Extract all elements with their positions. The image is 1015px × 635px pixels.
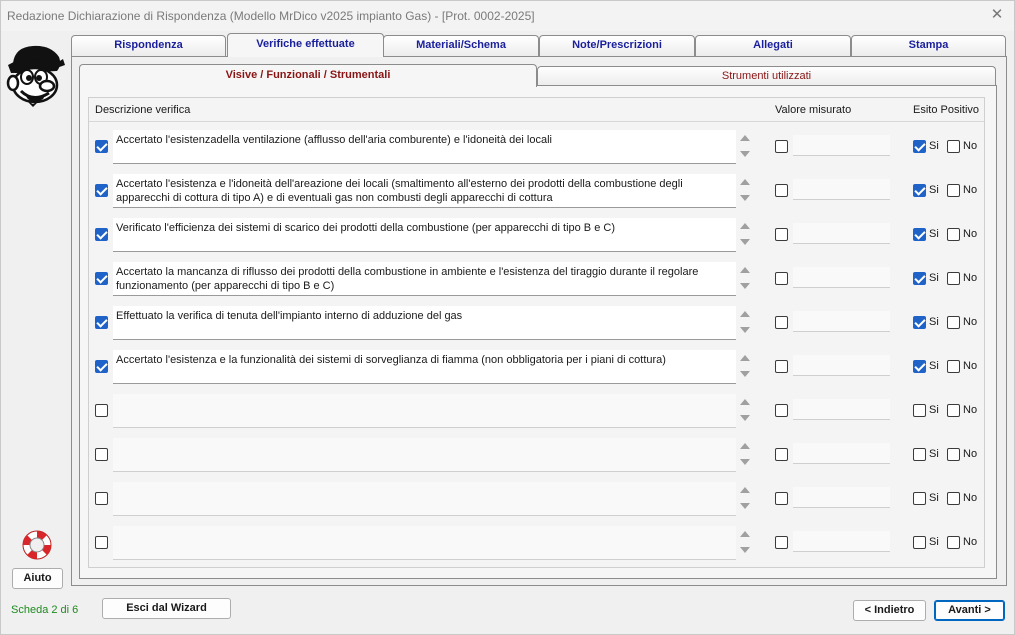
table-row (89, 306, 984, 350)
row-checkbox[interactable] (95, 184, 108, 197)
row-checkbox[interactable] (95, 272, 108, 285)
si-label: Si (929, 140, 939, 152)
valore-checkbox[interactable] (775, 404, 788, 417)
status-text: Scheda 2 di 6 (11, 604, 79, 616)
table-row (89, 262, 984, 306)
no-checkbox[interactable] (947, 536, 960, 549)
si-checkbox[interactable] (913, 316, 926, 329)
row-checkbox[interactable] (95, 536, 108, 549)
no-checkbox[interactable] (947, 140, 960, 153)
chevron-up-icon (740, 355, 750, 361)
si-label: Si (929, 228, 939, 240)
no-checkbox[interactable] (947, 184, 960, 197)
subtab-visive-funzionali[interactable]: Visive / Funzionali / Strumentali (79, 64, 537, 87)
tab-materiali-schema[interactable]: Materiali/Schema (383, 35, 539, 56)
row-checkbox[interactable] (95, 360, 108, 373)
si-label: Si (929, 492, 939, 504)
chevron-up-icon (740, 443, 750, 449)
row-checkbox[interactable] (95, 448, 108, 461)
row-checkbox[interactable] (95, 404, 108, 417)
si-label: Si (929, 404, 939, 416)
no-label: No (963, 492, 978, 504)
tab-note-prescrizioni[interactable]: Note/Prescrizioni (539, 35, 695, 56)
valore-input[interactable] (793, 135, 890, 156)
lifebuoy-icon[interactable] (20, 528, 54, 562)
no-checkbox[interactable] (947, 316, 960, 329)
no-checkbox[interactable] (947, 228, 960, 241)
valore-input[interactable] (793, 399, 890, 420)
table-row (89, 218, 984, 262)
sub-tabs (79, 66, 997, 86)
col-header-valore: Valore misurato (775, 104, 852, 116)
description-field[interactable] (113, 482, 736, 516)
table-row (89, 130, 984, 174)
chevron-up-icon (740, 223, 750, 229)
scroll-spinner[interactable] (736, 438, 753, 472)
scroll-spinner[interactable] (736, 174, 753, 208)
chevron-up-icon (740, 179, 750, 185)
valore-input[interactable] (793, 355, 890, 376)
si-checkbox[interactable] (913, 404, 926, 417)
chevron-up-icon (740, 135, 750, 141)
valore-input[interactable] (793, 267, 890, 288)
description-field[interactable] (113, 438, 736, 472)
si-checkbox[interactable] (913, 272, 926, 285)
description-field[interactable]: Verificato l'efficienza dei sistemi di scarico dei prodotti della combustione (per apparecchi di tipo B e C) (113, 218, 736, 252)
back-button[interactable]: < Indietro (853, 600, 926, 621)
valore-checkbox[interactable] (775, 316, 788, 329)
no-checkbox[interactable] (947, 272, 960, 285)
si-label: Si (929, 316, 939, 328)
description-field[interactable] (113, 526, 736, 560)
tab-allegati[interactable]: Allegati (695, 35, 851, 56)
scroll-spinner[interactable] (736, 394, 753, 428)
no-label: No (963, 272, 978, 284)
si-checkbox[interactable] (913, 228, 926, 241)
subtab-strumenti-utilizzati[interactable]: Strumenti utilizzati (537, 66, 996, 86)
valore-input[interactable] (793, 311, 890, 332)
table-row (89, 482, 984, 526)
row-checkbox[interactable] (95, 140, 108, 153)
valore-checkbox[interactable] (775, 140, 788, 153)
si-checkbox[interactable] (913, 448, 926, 461)
valore-checkbox[interactable] (775, 184, 788, 197)
chevron-up-icon (740, 267, 750, 273)
no-label: No (963, 140, 978, 152)
window-title: Redazione Dichiarazione di Rispondenza (Modello MrDico v2025 impianto Gas) - [Prot. 0002-2025] (7, 9, 535, 23)
valore-checkbox[interactable] (775, 272, 788, 285)
si-checkbox[interactable] (913, 360, 926, 373)
description-field[interactable]: Accertato l'esistenza e la funzionalità dei sistemi di sorveglianza di fiamma (non obbligatoria per i piani di cottura) (113, 350, 736, 384)
si-label: Si (929, 272, 939, 284)
main-tabs (71, 35, 1007, 57)
scroll-spinner[interactable] (736, 306, 753, 340)
tab-stampa[interactable]: Stampa (851, 35, 1006, 56)
chevron-down-icon (740, 283, 750, 289)
table-row (89, 174, 984, 218)
no-checkbox[interactable] (947, 360, 960, 373)
table-row (89, 438, 984, 482)
chevron-down-icon (740, 547, 750, 553)
chevron-up-icon (740, 487, 750, 493)
valore-input[interactable] (793, 487, 890, 508)
no-checkbox[interactable] (947, 448, 960, 461)
chevron-up-icon (740, 311, 750, 317)
no-checkbox[interactable] (947, 492, 960, 505)
chevron-down-icon (740, 459, 750, 465)
chevron-down-icon (740, 371, 750, 377)
no-label: No (963, 448, 978, 460)
description-field[interactable]: Accertato l'esistenza e l'idoneità dell'areazione dei locali (smaltimento all'esterno dei prodotti della combustione degli apparecchi di cottura di tipo A) e di eventuali gas non combusti degli apparecchi di cottura (113, 174, 736, 208)
title-bar (1, 1, 1014, 31)
header-divider (89, 121, 984, 122)
description-field[interactable]: Effettuato la verifica di tenuta dell'impianto interno di adduzione del gas (113, 306, 736, 340)
close-icon[interactable]: ✕ (990, 6, 1004, 23)
no-label: No (963, 404, 978, 416)
chevron-down-icon (740, 327, 750, 333)
valore-checkbox[interactable] (775, 228, 788, 241)
description-field[interactable]: Accertato l'esistenzadella ventilazione (afflusso dell'aria comburente) e l'idoneità dei locali (113, 130, 736, 164)
col-header-descrizione: Descrizione verifica (95, 104, 191, 116)
no-checkbox[interactable] (947, 404, 960, 417)
si-label: Si (929, 536, 939, 548)
si-label: Si (929, 448, 939, 460)
chevron-down-icon (740, 195, 750, 201)
scroll-spinner[interactable] (736, 350, 753, 384)
scroll-spinner[interactable] (736, 218, 753, 252)
next-button[interactable]: Avanti > (934, 600, 1005, 621)
si-checkbox[interactable] (913, 140, 926, 153)
scroll-spinner[interactable] (736, 482, 753, 516)
tab-rispondenza[interactable]: Rispondenza (71, 35, 226, 56)
description-field[interactable]: Accertato la mancanza di riflusso dei prodotti della combustione in ambiente e l'esistenza del tiraggio durante il regolare funzionamento (per apparecchi di tipo B e C) (113, 262, 736, 296)
chevron-up-icon (740, 399, 750, 405)
scroll-spinner[interactable] (736, 130, 753, 164)
no-label: No (963, 536, 978, 548)
valore-input[interactable] (793, 443, 890, 464)
exit-wizard-button[interactable]: Esci dal Wizard (102, 598, 231, 619)
no-label: No (963, 184, 978, 196)
si-label: Si (929, 360, 939, 372)
valore-input[interactable] (793, 223, 890, 244)
description-field[interactable] (113, 394, 736, 428)
si-checkbox[interactable] (913, 184, 926, 197)
valore-checkbox[interactable] (775, 492, 788, 505)
mascot-logo (5, 41, 67, 109)
tab-verifiche-effettuate[interactable]: Verifiche effettuate (227, 33, 384, 57)
no-label: No (963, 228, 978, 240)
valore-checkbox[interactable] (775, 448, 788, 461)
si-label: Si (929, 184, 939, 196)
valore-checkbox[interactable] (775, 536, 788, 549)
aiuto-button[interactable]: Aiuto (12, 568, 63, 589)
table-row (89, 394, 984, 438)
row-checkbox[interactable] (95, 316, 108, 329)
col-header-esito: Esito Positivo (913, 104, 980, 116)
table-row (89, 526, 984, 570)
chevron-down-icon (740, 151, 750, 157)
valore-checkbox[interactable] (775, 360, 788, 373)
scroll-spinner[interactable] (736, 526, 753, 560)
scroll-spinner[interactable] (736, 262, 753, 296)
chevron-up-icon (740, 531, 750, 537)
row-checkbox[interactable] (95, 492, 108, 505)
valore-input[interactable] (793, 531, 890, 552)
si-checkbox[interactable] (913, 492, 926, 505)
valore-input[interactable] (793, 179, 890, 200)
no-label: No (963, 360, 978, 372)
chevron-down-icon (740, 415, 750, 421)
row-checkbox[interactable] (95, 228, 108, 241)
chevron-down-icon (740, 239, 750, 245)
no-label: No (963, 316, 978, 328)
chevron-down-icon (740, 503, 750, 509)
si-checkbox[interactable] (913, 536, 926, 549)
table-row (89, 350, 984, 394)
